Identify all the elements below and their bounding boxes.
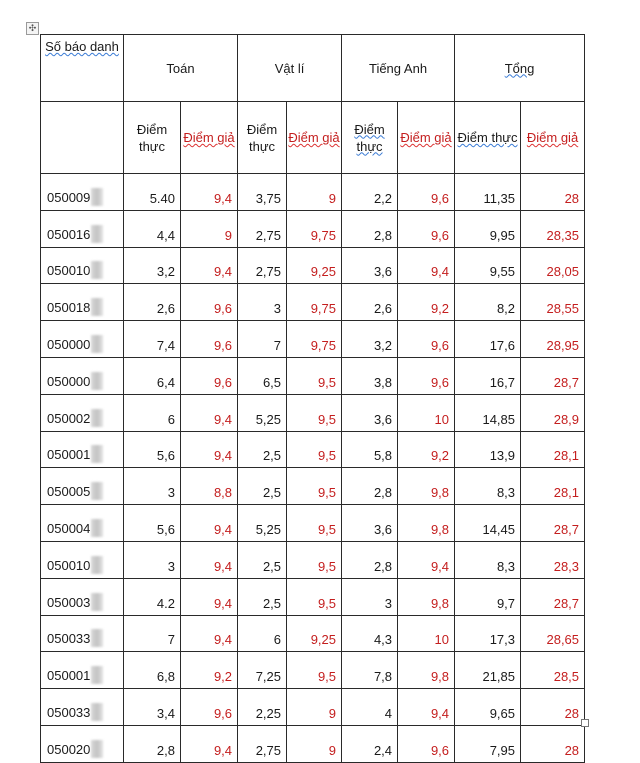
cell-toan-real: 3	[124, 468, 181, 505]
sbd-text: 050001	[47, 447, 91, 463]
cell-toan-fake: 8,8	[181, 468, 238, 505]
sbd-text: 050033	[47, 631, 91, 647]
cell-tong-real: 14,45	[455, 505, 521, 542]
cell-sbd	[41, 468, 124, 505]
cell-sbd	[41, 652, 124, 689]
cell-toan-real: 3	[124, 541, 181, 578]
table-row	[41, 431, 585, 468]
cell-toan-fake: 9	[181, 210, 238, 247]
cell-ly-fake: 9,5	[287, 652, 342, 689]
table-row	[41, 615, 585, 652]
cell-toan-fake: 9,4	[181, 394, 238, 431]
cell-ly-fake: 9,75	[287, 321, 342, 358]
cell-ly-real: 5,25	[238, 505, 287, 542]
cell-tong-fake: 28,05	[521, 247, 585, 284]
cell-ly-real: 2,25	[238, 689, 287, 726]
cell-tong-real: 14,85	[455, 394, 521, 431]
cell-anh-fake: 9,6	[398, 321, 455, 358]
table-row	[41, 578, 585, 615]
cell-tong-real: 8,3	[455, 468, 521, 505]
cell-toan-real: 2,8	[124, 725, 181, 762]
sbd-text: 050002	[47, 410, 91, 426]
cell-anh-fake: 9,8	[398, 578, 455, 615]
cell-anh-real: 2,2	[342, 174, 398, 211]
cell-tong-real: 7,95	[455, 725, 521, 762]
table-row	[41, 174, 585, 211]
header-empty-cell	[41, 102, 124, 174]
cell-toan-real: 2,6	[124, 284, 181, 321]
table-body	[41, 174, 585, 763]
sbd-text: 050000	[47, 373, 91, 389]
sbd-text: 050010	[47, 557, 91, 573]
cell-tong-fake: 28,35	[521, 210, 585, 247]
redacted-digit	[91, 482, 103, 500]
cell-ly-fake: 9	[287, 174, 342, 211]
score-table	[40, 34, 585, 763]
cell-ly-fake: 9	[287, 725, 342, 762]
redacted-digit	[91, 740, 103, 758]
header-tieng-anh: Tiếng Anh	[342, 35, 455, 102]
cell-ly-fake: 9,25	[287, 615, 342, 652]
cell-anh-real: 2,8	[342, 210, 398, 247]
cell-toan-fake: 9,2	[181, 652, 238, 689]
table-row	[41, 284, 585, 321]
cell-toan-fake: 9,6	[181, 321, 238, 358]
cell-tong-fake: 28,55	[521, 284, 585, 321]
cell-anh-fake: 9,8	[398, 652, 455, 689]
header-sbd: Số báo danh	[41, 35, 124, 102]
redacted-digit	[91, 335, 103, 353]
header-anh-fake: Điểm giả	[398, 102, 455, 174]
cell-ly-fake: 9,5	[287, 431, 342, 468]
cell-anh-real: 2,6	[342, 284, 398, 321]
cell-ly-real: 7	[238, 321, 287, 358]
cell-ly-fake: 9,25	[287, 247, 342, 284]
table-row	[41, 247, 585, 284]
cell-anh-real: 3	[342, 578, 398, 615]
sbd-text: 050001	[47, 668, 91, 684]
cell-ly-real: 6	[238, 615, 287, 652]
cell-ly-fake: 9,5	[287, 468, 342, 505]
sbd-text: 050003	[47, 594, 91, 610]
cell-toan-fake: 9,4	[181, 247, 238, 284]
cell-anh-real: 7,8	[342, 652, 398, 689]
redacted-digit	[91, 188, 103, 206]
sbd-text: 050033	[47, 704, 91, 720]
table-row	[41, 394, 585, 431]
table-row	[41, 689, 585, 726]
cell-ly-real: 6,5	[238, 357, 287, 394]
cell-ly-real: 7,25	[238, 652, 287, 689]
cell-tong-fake: 28,9	[521, 394, 585, 431]
cell-toan-fake: 9,4	[181, 431, 238, 468]
table-row	[41, 357, 585, 394]
header-toan-fake: Điểm giả	[181, 102, 238, 174]
cell-anh-real: 3,8	[342, 357, 398, 394]
cell-anh-fake: 9,4	[398, 247, 455, 284]
cell-anh-real: 2,4	[342, 725, 398, 762]
table-resize-handle[interactable]	[581, 719, 589, 727]
cell-tong-fake: 28,3	[521, 541, 585, 578]
cell-toan-fake: 9,4	[181, 541, 238, 578]
redacted-digit	[91, 666, 103, 684]
cell-anh-fake: 9,8	[398, 505, 455, 542]
cell-tong-real: 9,65	[455, 689, 521, 726]
cell-ly-real: 2,75	[238, 725, 287, 762]
cell-tong-fake: 28	[521, 725, 585, 762]
cell-sbd	[41, 431, 124, 468]
sbd-text: 050000	[47, 336, 91, 352]
cell-tong-real: 9,95	[455, 210, 521, 247]
cell-toan-real: 7,4	[124, 321, 181, 358]
cell-sbd	[41, 357, 124, 394]
cell-anh-fake: 9,8	[398, 468, 455, 505]
cell-tong-fake: 28,7	[521, 505, 585, 542]
cell-toan-fake: 9,6	[181, 357, 238, 394]
cell-ly-real: 2,75	[238, 247, 287, 284]
cell-tong-real: 13,9	[455, 431, 521, 468]
cell-ly-real: 3,75	[238, 174, 287, 211]
table-move-handle[interactable]: ✣	[26, 22, 39, 35]
cell-toan-fake: 9,4	[181, 505, 238, 542]
sbd-text: 050010	[47, 263, 91, 279]
table-row	[41, 210, 585, 247]
cell-sbd	[41, 725, 124, 762]
cell-ly-real: 2,5	[238, 431, 287, 468]
cell-anh-real: 2,8	[342, 541, 398, 578]
header-toan-real: Điểm thực	[124, 102, 181, 174]
cell-anh-real: 2,8	[342, 468, 398, 505]
cell-tong-fake: 28,65	[521, 615, 585, 652]
table-row	[41, 652, 585, 689]
cell-anh-fake: 9,6	[398, 725, 455, 762]
header-ly-real: Điểm thực	[238, 102, 287, 174]
redacted-digit	[91, 372, 103, 390]
cell-ly-real: 2,5	[238, 578, 287, 615]
cell-ly-fake: 9,5	[287, 578, 342, 615]
sbd-text: 050009	[47, 189, 91, 205]
cell-anh-fake: 9,6	[398, 174, 455, 211]
cell-anh-real: 4,3	[342, 615, 398, 652]
header-tong-fake: Điểm giả	[521, 102, 585, 174]
redacted-digit	[91, 519, 103, 537]
cell-toan-fake: 9,4	[181, 615, 238, 652]
cell-toan-real: 5,6	[124, 505, 181, 542]
cell-anh-real: 3,2	[342, 321, 398, 358]
cell-tong-fake: 28	[521, 174, 585, 211]
cell-tong-fake: 28	[521, 689, 585, 726]
cell-tong-real: 17,6	[455, 321, 521, 358]
redacted-digit	[91, 593, 103, 611]
cell-tong-fake: 28,1	[521, 468, 585, 505]
header-tong: Tổng	[455, 35, 585, 102]
redacted-digit	[91, 225, 103, 243]
header-ly-fake: Điểm giả	[287, 102, 342, 174]
cell-tong-fake: 28,7	[521, 578, 585, 615]
cell-sbd	[41, 505, 124, 542]
cell-ly-real: 2,75	[238, 210, 287, 247]
sbd-text: 050018	[47, 300, 91, 316]
header-vat-li: Vật lí	[238, 35, 342, 102]
sbd-text: 050004	[47, 520, 91, 536]
sbd-text: 050020	[47, 741, 91, 757]
cell-toan-real: 3,4	[124, 689, 181, 726]
cell-tong-real: 21,85	[455, 652, 521, 689]
cell-toan-real: 7	[124, 615, 181, 652]
cell-toan-fake: 9,6	[181, 689, 238, 726]
redacted-digit	[91, 556, 103, 574]
table-row	[41, 505, 585, 542]
cell-toan-real: 6,8	[124, 652, 181, 689]
cell-tong-real: 11,35	[455, 174, 521, 211]
redacted-digit	[91, 703, 103, 721]
header-tong-real: Điểm thực	[455, 102, 521, 174]
table-row	[41, 725, 585, 762]
header-row-score-types	[41, 102, 585, 174]
cell-ly-real: 5,25	[238, 394, 287, 431]
cell-anh-fake: 9,6	[398, 210, 455, 247]
cell-sbd	[41, 541, 124, 578]
cell-sbd	[41, 210, 124, 247]
cell-sbd	[41, 689, 124, 726]
cell-anh-fake: 10	[398, 394, 455, 431]
cell-toan-real: 4.2	[124, 578, 181, 615]
cell-sbd	[41, 284, 124, 321]
cell-toan-real: 4,4	[124, 210, 181, 247]
cell-ly-fake: 9,75	[287, 284, 342, 321]
cell-tong-fake: 28,5	[521, 652, 585, 689]
cell-anh-fake: 9,4	[398, 541, 455, 578]
redacted-digit	[91, 261, 103, 279]
cell-ly-fake: 9	[287, 689, 342, 726]
cell-anh-fake: 9,6	[398, 357, 455, 394]
sbd-text: 050016	[47, 226, 91, 242]
header-row-subjects	[41, 35, 585, 102]
cell-toan-fake: 9,4	[181, 174, 238, 211]
redacted-digit	[91, 445, 103, 463]
redacted-digit	[91, 409, 103, 427]
cell-tong-real: 8,3	[455, 541, 521, 578]
cell-ly-fake: 9,5	[287, 505, 342, 542]
cell-ly-fake: 9,75	[287, 210, 342, 247]
redacted-digit	[91, 298, 103, 316]
table-row	[41, 468, 585, 505]
cell-tong-real: 9,55	[455, 247, 521, 284]
cell-anh-real: 5,8	[342, 431, 398, 468]
cell-tong-real: 16,7	[455, 357, 521, 394]
cell-toan-fake: 9,6	[181, 284, 238, 321]
cell-sbd	[41, 321, 124, 358]
cell-toan-real: 3,2	[124, 247, 181, 284]
cell-toan-real: 6,4	[124, 357, 181, 394]
cell-anh-fake: 9,2	[398, 431, 455, 468]
cell-tong-fake: 28,95	[521, 321, 585, 358]
cell-tong-fake: 28,7	[521, 357, 585, 394]
cell-anh-real: 4	[342, 689, 398, 726]
cell-anh-real: 3,6	[342, 247, 398, 284]
cell-sbd	[41, 578, 124, 615]
header-toan: Toán	[124, 35, 238, 102]
cell-anh-fake: 9,2	[398, 284, 455, 321]
cell-ly-real: 2,5	[238, 541, 287, 578]
cell-tong-fake: 28,1	[521, 431, 585, 468]
cell-anh-fake: 9,4	[398, 689, 455, 726]
cell-ly-fake: 9,5	[287, 541, 342, 578]
cell-tong-real: 8,2	[455, 284, 521, 321]
cell-sbd	[41, 615, 124, 652]
cell-ly-real: 2,5	[238, 468, 287, 505]
cell-sbd	[41, 247, 124, 284]
header-anh-real: Điểm thực	[342, 102, 398, 174]
cell-ly-fake: 9,5	[287, 394, 342, 431]
table-row	[41, 321, 585, 358]
cell-anh-real: 3,6	[342, 505, 398, 542]
cell-toan-real: 6	[124, 394, 181, 431]
cell-toan-fake: 9,4	[181, 725, 238, 762]
sbd-text: 050005	[47, 484, 91, 500]
cell-toan-fake: 9,4	[181, 578, 238, 615]
cell-anh-fake: 10	[398, 615, 455, 652]
cell-toan-real: 5.40	[124, 174, 181, 211]
cell-anh-real: 3,6	[342, 394, 398, 431]
cell-ly-real: 3	[238, 284, 287, 321]
cell-sbd	[41, 394, 124, 431]
cell-tong-real: 9,7	[455, 578, 521, 615]
cell-toan-real: 5,6	[124, 431, 181, 468]
redacted-digit	[91, 629, 103, 647]
table-row	[41, 541, 585, 578]
cell-tong-real: 17,3	[455, 615, 521, 652]
cell-ly-fake: 9,5	[287, 357, 342, 394]
cell-sbd	[41, 174, 124, 211]
